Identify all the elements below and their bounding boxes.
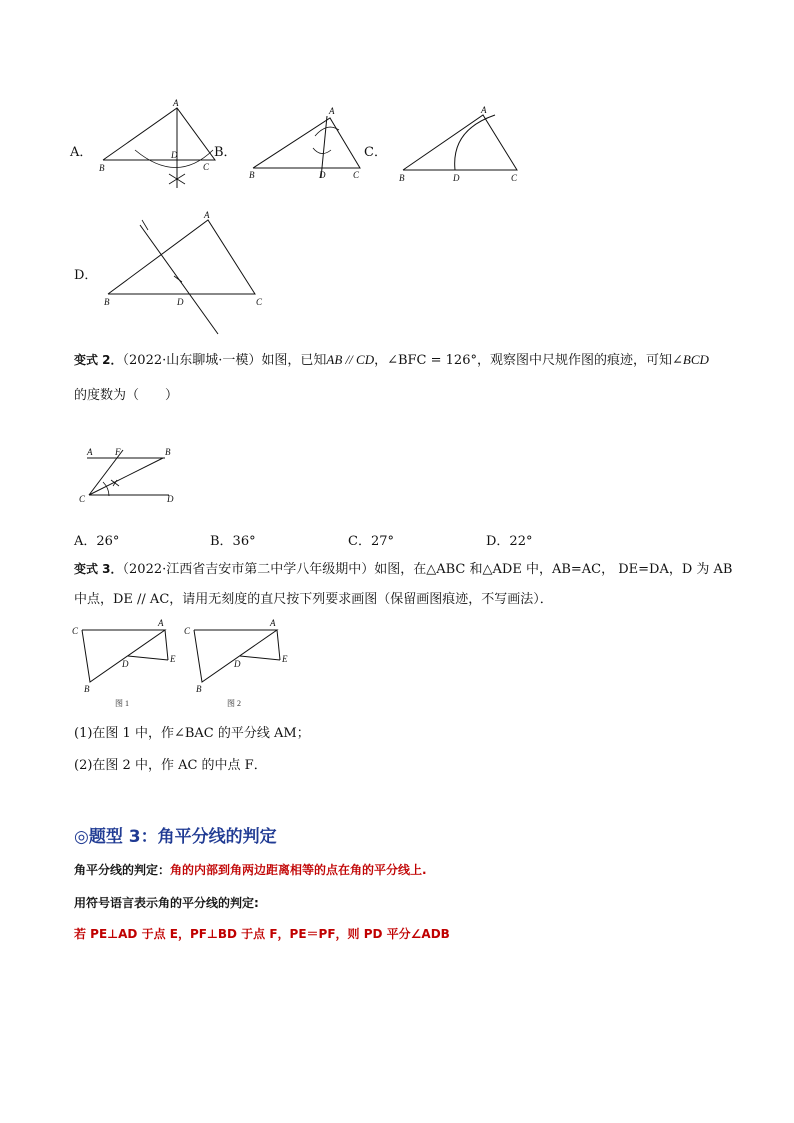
option-c-label: C． [364, 145, 387, 160]
label-c: C [256, 297, 263, 307]
variant-2-line1 [74, 352, 709, 369]
figure-option-b [245, 108, 365, 188]
variant-2-text1: 如图，已知 [261, 353, 327, 368]
section-heading: ◎题型 3：角平分线的判定 [74, 827, 277, 847]
variant-3-text: （2022·江西省吉安市第二中学八年级期中）如图，在△ABC 和△ADE 中，AB=AC， DE=DA，D 为 AB [122, 562, 733, 577]
label-b: B [165, 447, 171, 457]
label-d: D [171, 150, 178, 160]
variant-3-line2: 中点，DE // AC，请用无刻度的直尺按下列要求画图（保留画图痕迹，不写画法）． [74, 592, 553, 607]
option-a-label: A． [70, 145, 93, 160]
label-c: C [72, 626, 79, 636]
choice-d: D．22° [486, 534, 533, 549]
label-b: B [104, 297, 110, 307]
label-d: D [319, 170, 326, 180]
variant-2-line2: 的度数为（ ） [74, 388, 179, 403]
label-a: A [204, 210, 210, 220]
label-d: D [177, 297, 184, 307]
symbol-text: 若 PE⊥AD 于点 E，PF⊥BD 于点 F，PE＝PF，则 PD 平分∠ADB [74, 927, 450, 941]
label-a: A [481, 105, 487, 115]
label-a: A [158, 618, 164, 628]
figure-1-caption: 图 1 [115, 699, 129, 708]
choice-b: B．36° [210, 534, 256, 549]
label-b: B [84, 684, 90, 694]
label-c: C [184, 626, 191, 636]
label-c: C [353, 170, 360, 180]
label-b: B [399, 173, 405, 183]
math-angle: ，∠BFC = 126° [374, 353, 477, 368]
figure-option-a [95, 100, 225, 195]
label-b: B [249, 170, 255, 180]
choice-c: C．27° [348, 534, 394, 549]
question-1: (1)在图 1 中，作∠BAC 的平分线 AM； [74, 726, 310, 741]
label-a: A [173, 98, 179, 108]
label-a: A [87, 447, 93, 457]
label-a: A [270, 618, 276, 628]
definition-text: 角的内部到角两边距离相等的点在角的平分线上. [170, 863, 427, 877]
label-b: B [99, 163, 105, 173]
figure-option-c [395, 105, 525, 190]
label-a: A [329, 106, 335, 116]
figure-2 [182, 618, 292, 712]
variant-3-label: 变式 3． [74, 562, 123, 576]
label-d: D [234, 659, 241, 669]
figure-option-d [100, 210, 270, 340]
definition-label: 角平分线的判定： [74, 863, 171, 877]
label-f: F [115, 447, 121, 457]
label-c: C [511, 173, 518, 183]
math-bcd: BCD [682, 352, 709, 367]
variant-3-line1 [74, 561, 732, 578]
question-2: (2)在图 2 中，作 AC 的中点 F． [74, 758, 267, 773]
label-b: B [196, 684, 202, 694]
symbol-label: 用符号语言表示角的平分线的判定: [74, 896, 259, 910]
label-d: D [453, 173, 460, 183]
label-d: D [122, 659, 129, 669]
math-parallel: // [342, 352, 357, 367]
definition-line [74, 862, 427, 879]
figure-1 [70, 618, 180, 712]
math-cd: CD [356, 352, 375, 367]
label-c: C [79, 494, 86, 504]
option-b-label: B． [214, 145, 237, 160]
variant-2-text2: ，观察图中尺规作图的痕迹，可知∠ [476, 353, 683, 368]
variant-2-label: 变式 2． [74, 353, 123, 367]
label-e: E [282, 654, 288, 664]
figure-variant-2 [75, 440, 185, 510]
label-e: E [170, 654, 176, 664]
label-c: C [203, 162, 210, 172]
option-d-label: D． [74, 268, 98, 283]
choice-a: A．26° [74, 534, 120, 549]
figure-2-caption: 图 2 [227, 699, 241, 708]
label-d: D [167, 494, 174, 504]
variant-2-source: （2022·山东聊城·一模） [122, 353, 262, 368]
math-ab: AB [326, 352, 343, 367]
